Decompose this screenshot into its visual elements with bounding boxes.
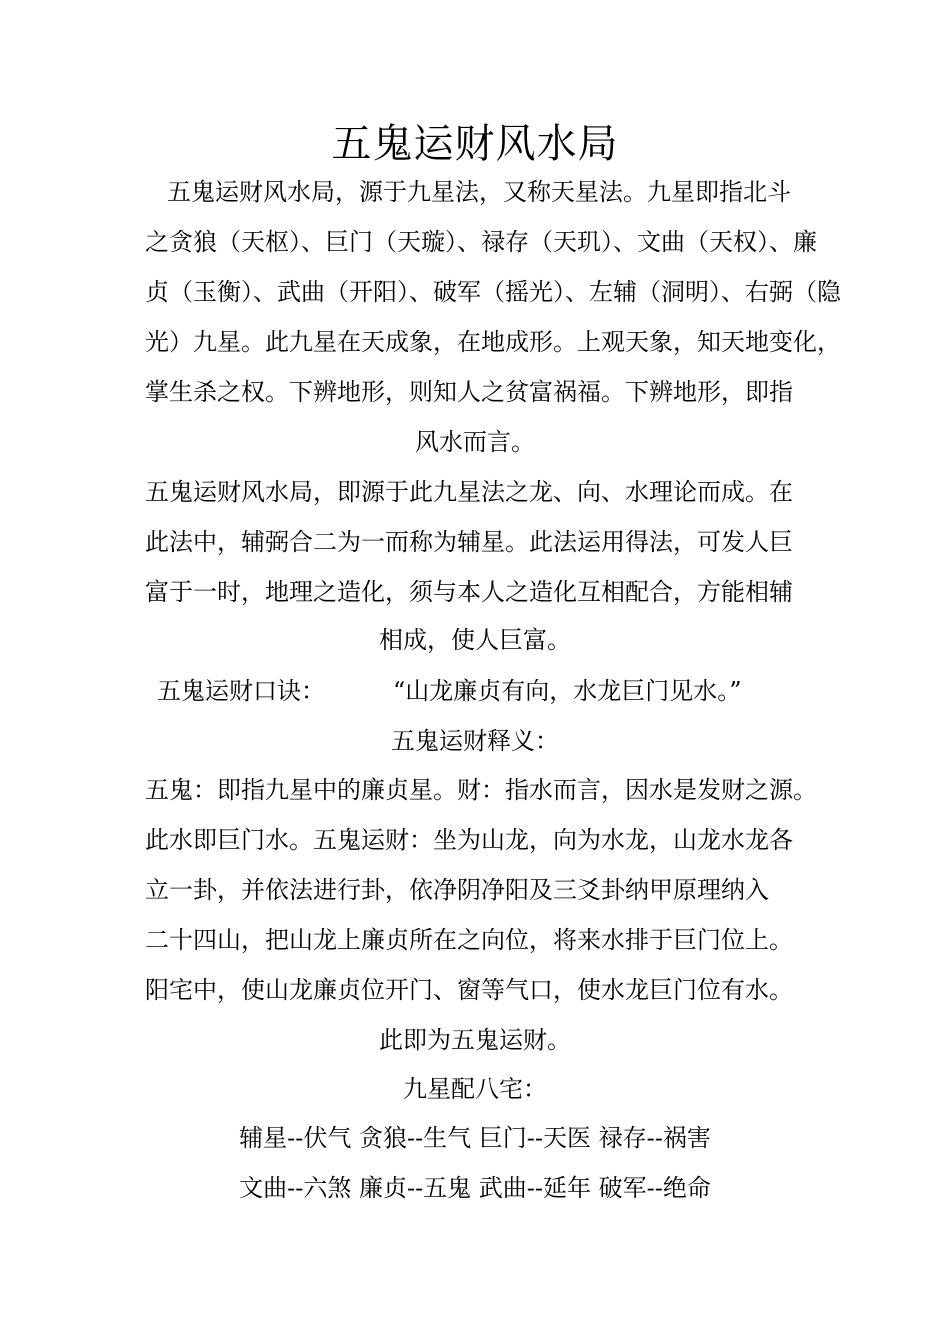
intro-line: 光）九星。此九星在天成象，在地成形。上观天象，知天地变化， [145,328,841,356]
origin-line: 相成，使人巨富。 [379,626,571,654]
meaning-line: 阳宅中，使山龙廉贞位开门、窗等气口，使水龙巨门位有水。 [145,976,793,1004]
meaning-line: 立一卦，并依法进行卦，依净阴净阳及三爻卦纳甲原理纳入 [145,876,769,904]
origin-line: 五鬼运财风水局，即源于此九星法之龙、向、水理论而成。在 [145,478,793,506]
formula-label: 五鬼运财口诀： [157,677,325,705]
formula-text: “山龙廉贞有向，水龙巨门见水。” [393,677,742,705]
origin-line: 富于一时，地理之造化，须与本人之造化互相配合，方能相辅 [145,578,793,606]
meaning-line: 五鬼：即指九星中的廉贞星。财：指水而言，因水是发财之源。 [145,776,817,804]
eight-house-line: 文曲--六煞 廉贞--五鬼 武曲--延年 破军--绝命 [239,1174,711,1202]
document-title: 五鬼运财风水局 [331,121,619,167]
eight-house-line: 辅星--伏气 贪狼--生气 巨门--天医 禄存--祸害 [239,1124,711,1152]
meaning-line: 此水即巨门水。五鬼运财：坐为山龙，向为水龙，山龙水龙各 [145,826,793,854]
intro-line: 掌生杀之权。下辨地形，则知人之贫富祸福。下辨地形，即指 [145,378,793,406]
origin-line: 此法中，辅弼合二为一而称为辅星。此法运用得法，可发人巨 [145,528,793,556]
meaning-line: 此即为五鬼运财。 [379,1026,571,1054]
intro-line: 之贪狼（天枢）、巨门（天璇）、禄存（天玑）、文曲（天权）、廉 [145,228,817,256]
intro-line: 风水而言。 [415,428,535,456]
meaning-heading: 五鬼运财释义： [391,727,559,755]
intro-line: 五鬼运财风水局，源于九星法，又称天星法。九星即指北斗 [167,178,791,206]
eight-house-heading: 九星配八宅： [403,1075,547,1103]
intro-line: 贞（玉衡）、武曲（开阳）、破军（摇光）、左辅（洞明）、右弼（隐 [145,278,841,306]
meaning-line: 二十四山，把山龙上廉贞所在之向位，将来水排于巨门位上。 [145,926,793,954]
